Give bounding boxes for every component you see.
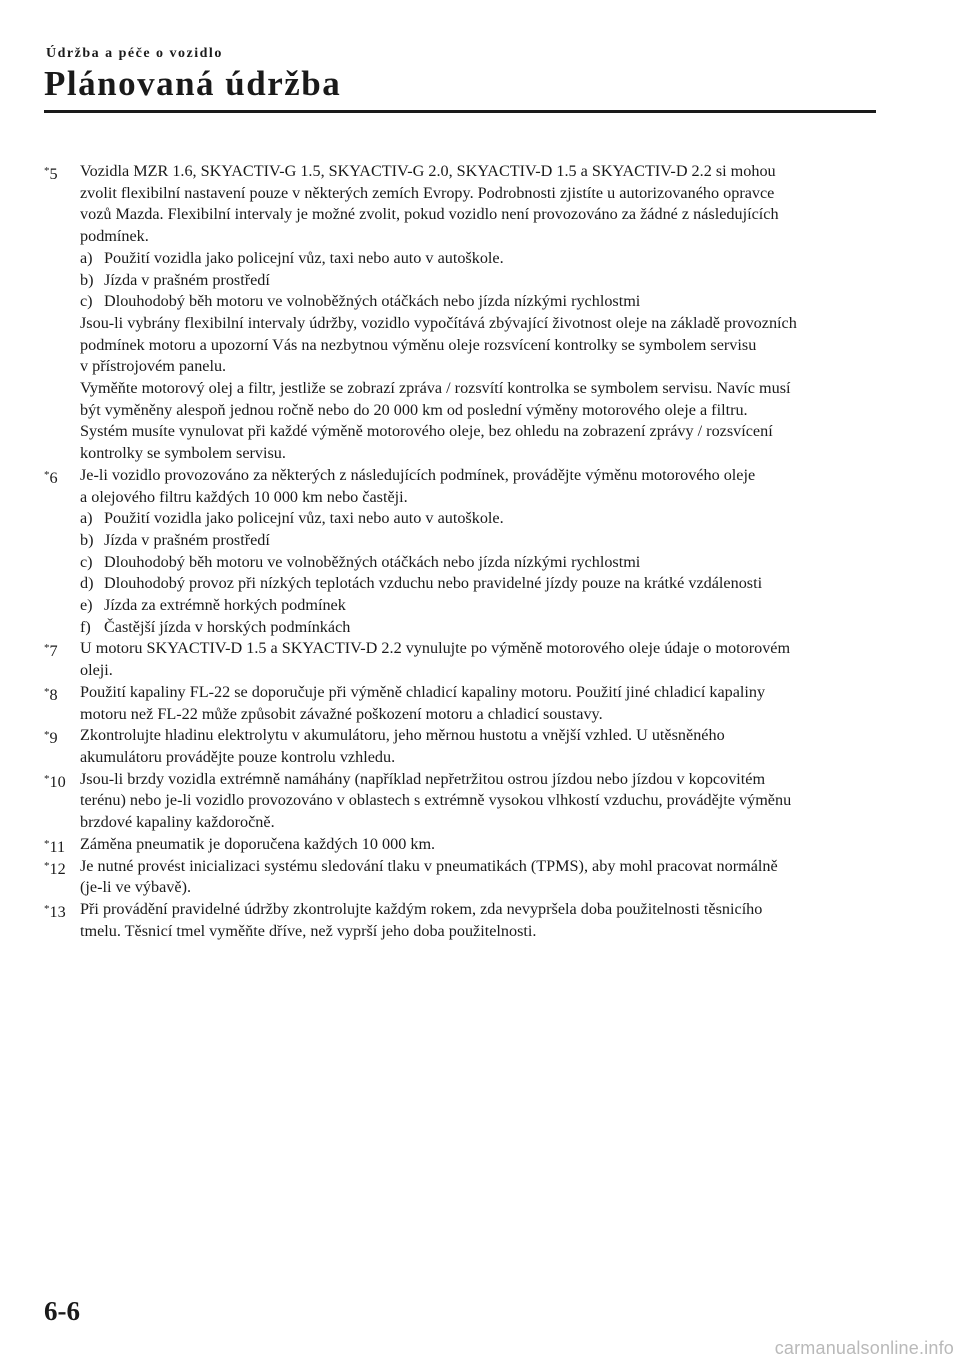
footnote-star: * bbox=[44, 902, 50, 915]
footnote-text-line: podmínek. bbox=[80, 227, 149, 246]
footnote-number: 9 bbox=[49, 729, 58, 748]
footnote-text-line: akumulátoru provádějte pouze kontrolu vzhledu. bbox=[80, 747, 396, 766]
footnote-number: 6 bbox=[49, 468, 58, 487]
footnote bbox=[44, 856, 880, 899]
footnote bbox=[44, 899, 880, 942]
footnote-number: 5 bbox=[49, 165, 58, 183]
footnote-text-line: Záměna pneumatik je doporučena každých 10 000 km. bbox=[80, 834, 436, 853]
condition-item bbox=[80, 270, 880, 292]
condition-item bbox=[80, 291, 880, 313]
condition-letter: f) bbox=[80, 617, 91, 636]
footnote-text-line: tmelu. Těsnicí tmel vyměňte dříve, než vyprší jeho doba použitelnosti. bbox=[80, 921, 537, 940]
footnote-text-line: motoru než FL-22 může způsobit závažné poškození motoru a chladicí soustavy. bbox=[80, 704, 603, 723]
section-label: Údržba a péče o vozidlo bbox=[46, 46, 223, 61]
footnote-star: * bbox=[44, 685, 50, 698]
footnote bbox=[44, 161, 880, 465]
footnote-text-line: a olejového filtru každých 10 000 km nebo častěji. bbox=[80, 487, 408, 506]
footnote-text-line: Zkontrolujte hladinu elektrolytu v akumulátoru, jeho měrnou hustotu a vnější vzhled. U utěsněného bbox=[80, 726, 725, 745]
footnote-text-line: kontrolky se symbolem servisu. bbox=[80, 444, 286, 463]
footnote-text-line: Systém musíte vynulovat při každé výměně motorového oleje, bez ohledu na zobrazení zprávy / rozsvícení bbox=[80, 422, 773, 441]
footnote-star: * bbox=[44, 859, 50, 872]
condition-letter: b) bbox=[80, 530, 94, 549]
footnote-marker bbox=[44, 161, 80, 186]
footnote-marker bbox=[44, 465, 80, 490]
footnote-text-line: Jsou-li brzdy vozidla extrémně namáhány (například nepřetržitou ostrou jízdou nebo jízdou v kopcovitém bbox=[80, 769, 766, 788]
footnote-text-line: Jsou-li vybrány flexibilní intervaly údržby, vozidlo vypočítává zbývající životnost oleje na základě provozních bbox=[80, 313, 797, 332]
footnote-text-line: U motoru SKYACTIV-D 1.5 a SKYACTIV-D 2.2 vynulujte po výměně motorového oleje údaje o motorovém bbox=[80, 639, 791, 658]
footnote-text-line: v přístrojovém panelu. bbox=[80, 357, 227, 376]
footnote-text-line: Použití kapaliny FL-22 se doporučuje při výměně chladicí kapaliny motoru. Použití jiné chladicí kapaliny bbox=[80, 682, 766, 701]
condition-letter: a) bbox=[80, 509, 93, 528]
condition-text: Jízda v prašném prostředí bbox=[104, 270, 270, 289]
footnote-star: * bbox=[44, 729, 50, 742]
footnote-list bbox=[44, 161, 880, 942]
condition-text: Použití vozidla jako policejní vůz, taxi nebo auto v autoškole. bbox=[104, 248, 504, 267]
condition-item bbox=[80, 530, 880, 552]
footnote-number: 8 bbox=[49, 685, 58, 704]
footnote-marker bbox=[44, 769, 80, 794]
footnote-marker bbox=[44, 638, 80, 663]
footnote-number: 7 bbox=[49, 642, 58, 661]
footnote-number: 13 bbox=[49, 902, 66, 921]
footnote-number: 12 bbox=[49, 859, 66, 878]
footnote-text-line: Je nutné provést inicializaci systému sledování tlaku v pneumatikách (TPMS), aby mohl pracovat normálně bbox=[80, 856, 778, 875]
condition-item bbox=[80, 248, 880, 270]
footnote-star: * bbox=[44, 772, 50, 785]
footnote-star: * bbox=[44, 837, 50, 850]
footnote-marker bbox=[44, 725, 80, 750]
footnote-text-line: (je-li ve výbavě). bbox=[80, 878, 192, 897]
condition-text: Jízda v prašném prostředí bbox=[104, 530, 270, 549]
condition-letter: e) bbox=[80, 596, 93, 615]
footnote-text-line: terénu) nebo je-li vozidlo provozováno v oblastech s extrémně vysokou vlhkostí vzduchu, provádějte výměnu bbox=[80, 791, 792, 810]
footnote bbox=[44, 465, 880, 639]
footnote-star: * bbox=[44, 165, 50, 177]
footnote-text-line: být vyměněny alespoň jednou ročně nebo do 20 000 km od poslední výměny motorového oleje a filtru. bbox=[80, 400, 748, 419]
footnote-text-line: zvolit flexibilní nastavení pouze v některých zemích Evropy. Podrobnosti zjistíte u autorizovaného opravce bbox=[80, 183, 775, 202]
footnote-text-line: vozů Mazda. Flexibilní intervaly je možné zvolit, pokud vozidlo není provozováno za žádné z následujících bbox=[80, 205, 779, 224]
condition-item bbox=[80, 552, 880, 574]
condition-item bbox=[80, 573, 880, 595]
footnote-marker bbox=[44, 856, 80, 881]
footnote-star: * bbox=[44, 642, 50, 655]
footnote-text-line: podmínek motoru a upozorní Vás na nezbytnou výměnu oleje rozsvícení kontrolky se symbolem servisu bbox=[80, 335, 757, 354]
footnote-text-line: brzdové kapaliny každoročně. bbox=[80, 813, 275, 832]
page-title: Plánovaná údržba bbox=[44, 64, 342, 103]
condition-item bbox=[80, 595, 880, 617]
footnote bbox=[44, 638, 880, 681]
condition-text: Jízda za extrémně horkých podmínek bbox=[104, 596, 346, 615]
footnote-text-line: oleji. bbox=[80, 661, 113, 680]
condition-text: Dlouhodobý provoz při nízkých teplotách vzduchu nebo pravidelné jízdy pouze na krátké vzdálenosti bbox=[104, 574, 763, 593]
condition-text: Častější jízda v horských podmínkách bbox=[104, 617, 351, 636]
condition-text: Dlouhodobý běh motoru ve volnoběžných otáčkách nebo jízda nízkými rychlostmi bbox=[104, 292, 641, 311]
condition-letter: d) bbox=[80, 574, 94, 593]
footnote-text-line: Vyměňte motorový olej a filtr, jestliže se zobrazí zpráva / rozsvítí kontrolka se symbolem servisu. Navíc musí bbox=[80, 379, 791, 398]
condition-letter: b) bbox=[80, 270, 94, 289]
condition-text: Dlouhodobý běh motoru ve volnoběžných otáčkách nebo jízda nízkými rychlostmi bbox=[104, 552, 641, 571]
footnote-number: 11 bbox=[49, 837, 66, 856]
footnote bbox=[44, 834, 880, 856]
condition-letter: c) bbox=[80, 292, 93, 311]
footnote-marker bbox=[44, 682, 80, 707]
condition-item bbox=[80, 617, 880, 639]
condition-letter: c) bbox=[80, 552, 93, 571]
footnote-text-line: Při provádění pravidelné údržby zkontrolujte každým rokem, zda nevypršela doba použitelnosti těsnicího bbox=[80, 899, 763, 918]
footnote-text-line: Je-li vozidlo provozováno za některých z následujících podmínek, provádějte výměnu motorového oleje bbox=[80, 465, 756, 484]
footnote bbox=[44, 769, 880, 834]
page-number: 6-6 bbox=[44, 1296, 80, 1326]
footnote bbox=[44, 725, 880, 768]
footnote-marker bbox=[44, 899, 80, 924]
watermark: carmanualsonline.info bbox=[774, 1338, 954, 1358]
footnote-number: 10 bbox=[49, 772, 66, 791]
footnote-star: * bbox=[44, 468, 50, 481]
condition-text: Použití vozidla jako policejní vůz, taxi nebo auto v autoškole. bbox=[104, 509, 504, 528]
condition-letter: a) bbox=[80, 248, 93, 267]
footnote-text-line: Vozidla MZR 1.6, SKYACTIV-G 1.5, SKYACTIV-G 2.0, SKYACTIV-D 1.5 a SKYACTIV-D 2.2 si mohou bbox=[80, 162, 776, 180]
condition-item bbox=[80, 508, 880, 530]
footnote bbox=[44, 682, 880, 725]
title-rule bbox=[44, 110, 876, 113]
